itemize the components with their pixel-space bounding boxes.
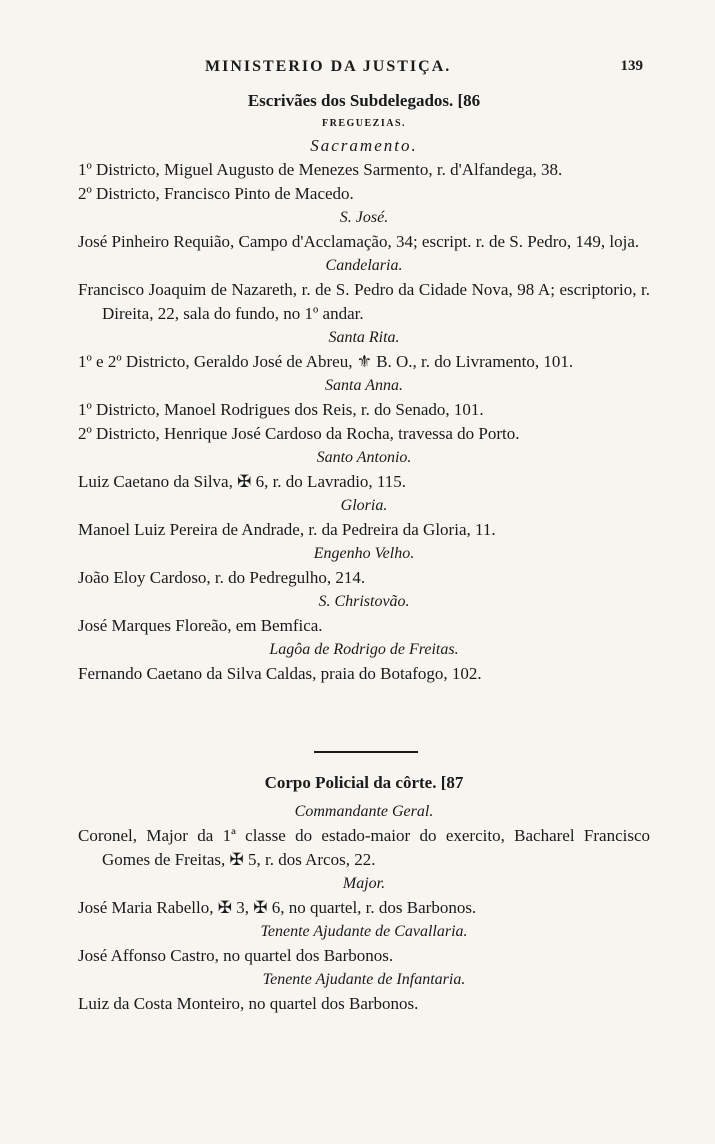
parish-heading: Candelaria. — [325, 257, 403, 274]
parish-heading: Santa Rita. — [328, 329, 400, 346]
entry-line: Francisco Joaquim de Nazareth, r. de S. Pedro da Cidade Nova, 98 A; escriptorio, r. Direita, 22, sala do fundo, no 1º andar. — [78, 280, 650, 323]
entry-line: Luiz da Costa Monteiro, no quartel dos Barbonos. — [78, 994, 419, 1013]
section-title: Escrivães dos Subdelegados. [86 — [247, 91, 481, 110]
running-title: MINISTERIO DA JUSTIÇA. — [205, 58, 452, 75]
parish-heading: Santo Antonio. — [316, 449, 412, 466]
entry-line: 1º Districto, Manoel Rodrigues dos Reis, r. do Senado, 101. — [78, 400, 484, 419]
page-header — [0, 58, 715, 82]
parish-heading: Engenho Velho. — [313, 545, 415, 562]
section-escrivaes — [78, 88, 650, 686]
parish-heading: Sacramento. — [310, 136, 418, 155]
parish-heading: Gloria. — [340, 497, 388, 514]
entry-line: Luiz Caetano da Silva, ✠ 6, r. do Lavradio, 115. — [78, 472, 407, 491]
parish-heading: Santa Anna. — [325, 377, 403, 394]
entry-line: Manoel Luiz Pereira de Andrade, r. da Pedreira da Gloria, 11. — [78, 520, 496, 539]
entry-line: Coronel, Major da 1ª classe do estado-maior do exercito, Bacharel Francisco Gomes de Freitas, ✠ 5, r. dos Arcos, 22. — [78, 826, 650, 869]
parish-heading: S. Christovão. — [318, 593, 410, 610]
entry-line: José Maria Rabello, ✠ 3, ✠ 6, no quartel, r. dos Barbonos. — [78, 898, 477, 917]
entry-line: Fernando Caetano da Silva Caldas, praia do Botafogo, 102. — [78, 664, 482, 683]
entry-line: 2º Districto, Francisco Pinto de Macedo. — [78, 184, 354, 203]
section-corpo-policial — [78, 770, 650, 1016]
entry-line: João Eloy Cardoso, r. do Pedregulho, 214. — [78, 568, 366, 587]
group-heading: Major. — [342, 875, 386, 892]
group-heading: Tenente Ajudante de Infantaria. — [262, 971, 466, 988]
parish-heading: S. José. — [339, 209, 389, 226]
entry-line: 1º Districto, Miguel Augusto de Menezes Sarmento, r. d'Alfandega, 38. — [78, 160, 563, 179]
page-number: 139 — [620, 58, 643, 74]
group-heading: Commandante Geral. — [294, 803, 434, 820]
parish-heading: Lagôa de Rodrigo de Freitas. — [269, 641, 459, 658]
entry-line: José Marques Floreão, em Bemfica. — [78, 616, 323, 635]
entry-line: 2º Districto, Henrique José Cardoso da Rocha, travessa do Porto. — [78, 424, 520, 443]
group-heading: Tenente Ajudante de Cavallaria. — [260, 923, 468, 940]
entry-line: José Pinheiro Requião, Campo d'Acclamação, 34; escript. r. de S. Pedro, 149, loja. — [78, 232, 640, 251]
entry-line: 1º e 2º Districto, Geraldo José de Abreu, ⚜ B. O., r. do Livramento, 101. — [78, 352, 574, 371]
entry-line: José Affonso Castro, no quartel dos Barbonos. — [78, 946, 394, 965]
section-subtitle: FREGUEZIAS. — [321, 118, 406, 129]
section-title: Corpo Policial da côrte. [87 — [264, 773, 464, 792]
section-divider — [314, 751, 418, 753]
